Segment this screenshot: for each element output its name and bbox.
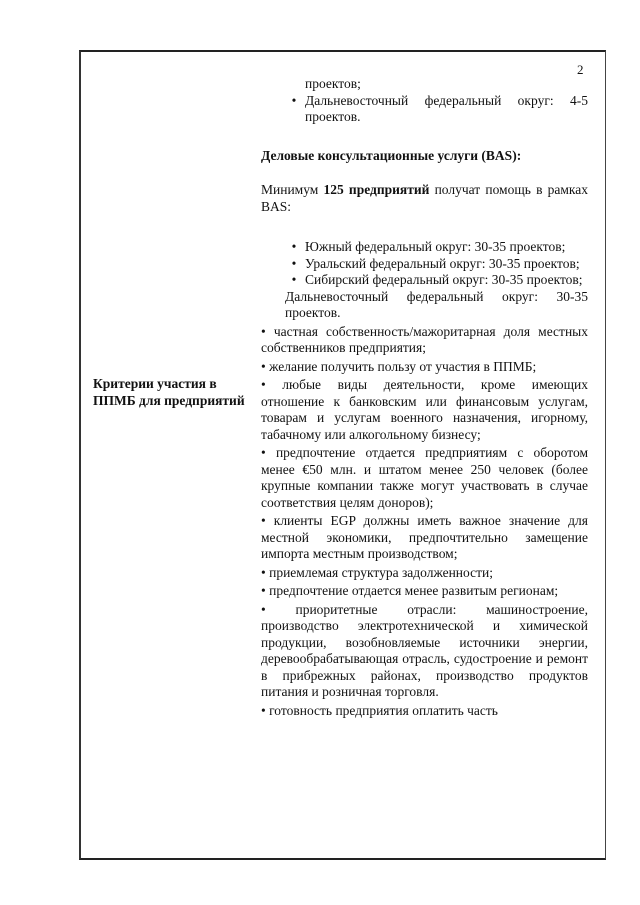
criteria-item: • приемлемая структура задолженности; bbox=[261, 564, 493, 580]
criteria-item: • приоритетные отрасли: машиностроение, производство электротехнической и химической продукции, возобновляемые источники энергии, деревообрабатывающая отрасль, судостроение и ремонт в прибрежных районах, производство продуктов питания и розничная торговля. bbox=[261, 601, 588, 699]
criteria-item: • желание получить пользу от участия в ППМБ; bbox=[261, 358, 537, 374]
page-number: 2 bbox=[577, 62, 584, 77]
criteria-item: • клиенты EGP должны иметь важное значение для местной экономики, предпочтительно замещение импорта местным производством; bbox=[261, 513, 588, 561]
criteria-item: • предпочтение отдается менее развитым регионам; bbox=[261, 583, 559, 598]
criteria-item: • любые виды деятельности, кроме имеющих отношение к банковским или финансовым услугам, товарам и услугам военного назначения, игорному, табачному или алкогольному бизнесу; bbox=[261, 377, 588, 442]
bullet-icon: • bbox=[291, 239, 297, 254]
bas-intro: Минимум 125 предприятий получат помощь в рамках BAS: bbox=[261, 182, 588, 214]
bullet-icon: • bbox=[291, 272, 297, 287]
bullet-icon: • bbox=[291, 255, 297, 271]
list-item: • Уральский федеральный округ: 30-35 проектов; bbox=[283, 256, 588, 273]
list-item: • Сибирский федеральный округ: 30-35 проектов; bbox=[283, 272, 588, 289]
criteria-item: • предпочтение отдается предприятиям с оборотом менее €50 млн. и штатом менее 250 человек (более крупные компании также могут участвовать в случае соответствия целям доноров); bbox=[261, 445, 588, 510]
criteria-item: • готовность предприятия оплатить часть bbox=[261, 702, 498, 718]
list-item: Дальневосточный федеральный округ: 30-35 проектов. bbox=[285, 288, 588, 320]
list-item: • Дальневосточный федеральный округ: 4-5 проектов. bbox=[283, 93, 588, 126]
content-column bbox=[261, 76, 588, 721]
section-heading: Деловые консультационные услуги (BAS): bbox=[261, 147, 522, 163]
criteria-label: Критерии участия в ППМБ для предприятий bbox=[93, 376, 245, 408]
criteria-list bbox=[261, 324, 588, 720]
list-item: • Южный федеральный округ: 30-35 проектов; bbox=[283, 239, 588, 256]
bullet-icon: • bbox=[291, 92, 297, 108]
criteria-item: • частная собственность/мажоритарная доля местных собственников предприятия; bbox=[261, 323, 588, 355]
continued-text: проектов; bbox=[305, 76, 361, 91]
